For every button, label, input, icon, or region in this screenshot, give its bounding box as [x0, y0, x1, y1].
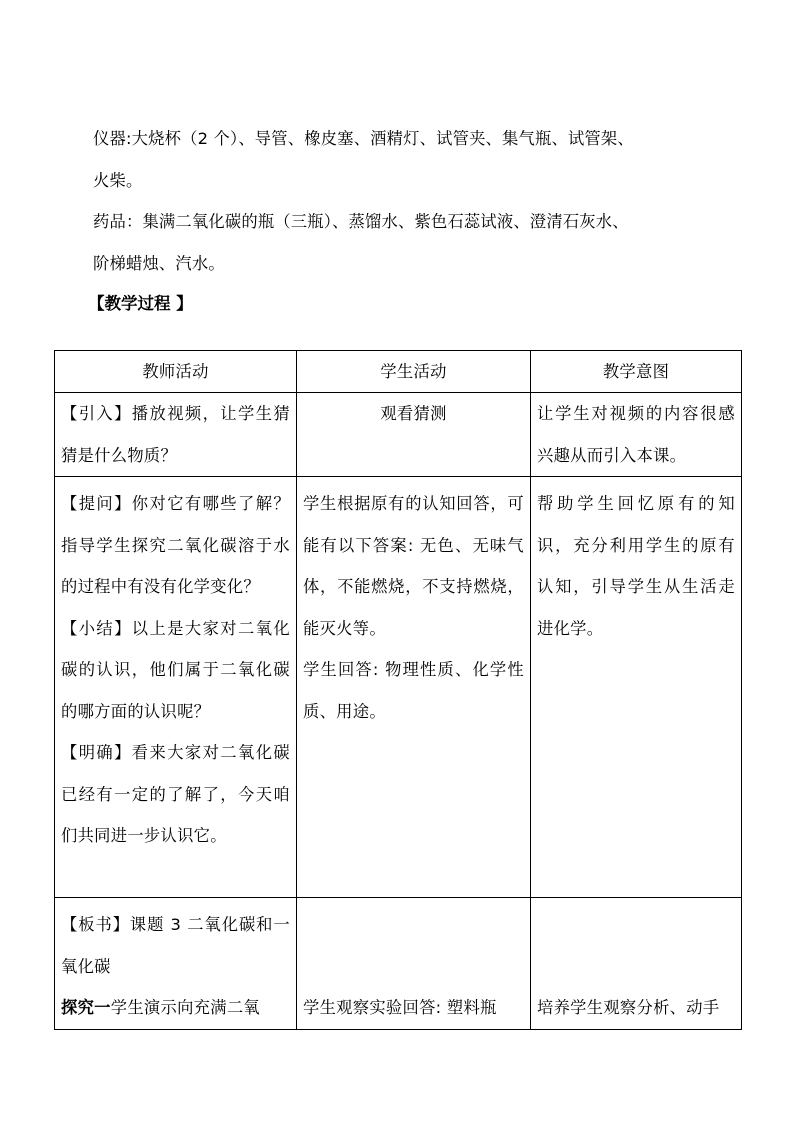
cell-intent-observe [531, 898, 742, 1030]
student-observe-text: 学生观察实验回答: 塑料瓶 [303, 998, 497, 1017]
instruments-line-2: 火柴。 [93, 171, 143, 190]
cell-teacher-board [55, 898, 297, 1030]
cell-student-answers [297, 477, 531, 898]
cell-intent-intro: 让学生对视频的内容很感兴趣从而引入本课。 [531, 393, 742, 477]
table-row [55, 477, 742, 898]
explore-rest: 学生演示向充满二氧 [110, 998, 260, 1017]
table-row [55, 898, 742, 1030]
cell-teacher-intro: 【引入】播放视频，让学生猜猜是什么物质？ [55, 393, 297, 477]
section-heading: 【教学过程 】 [88, 294, 193, 313]
student-answer-2-text: 学生回答: 物理性质、化学性质、用途。 [303, 660, 524, 721]
teacher-question-text: 【提问】你对它有哪些了解？指导学生探究二氧化碳溶于水的过程中有没有化学变化？ [61, 494, 290, 596]
header-teacher-activity: 教师活动 [55, 351, 297, 393]
teacher-board-text: 【板书】课题 3 二氧化碳和一氧化碳 [61, 915, 290, 976]
cell-intent-recall: 帮助学生回忆原有的知识，充分利用学生的原有认知，引导学生从生活走进化学。 [531, 477, 742, 898]
intent-observe-text: 培养学生观察分析、动手 [537, 998, 720, 1017]
cell-teacher-questions [55, 477, 297, 898]
reagents-line-1: 药品：集满二氧化碳的瓶（三瓶）、蒸馏水、紫色石蕊试液、澄清石灰水、 [93, 212, 629, 231]
table-row [55, 393, 742, 477]
instruments-line-1: 仪器:大烧杯（2 个）、导管、橡皮塞、酒精灯、试管夹、集气瓶、试管架、 [93, 129, 634, 148]
teacher-clarify-text: 【明确】看来大家对二氧化碳已经有一定的了解了，今天咱们共同进一步认识它。 [61, 743, 290, 845]
lesson-table [54, 350, 742, 1030]
table-header-row [55, 351, 742, 393]
cell-student-observe [297, 898, 531, 1030]
explore-label: 探究一 [61, 998, 111, 1017]
teacher-explore-text [61, 987, 290, 1029]
cell-student-intro: 观看猜测 [297, 393, 531, 477]
teacher-summary-text: 【小结】以上是大家对二氧化碳的认识，他们属于二氧化碳的哪方面的认识呢？ [61, 618, 290, 721]
reagents-line-2: 阶梯蜡烛、汽水。 [93, 254, 225, 273]
student-answer-text: 学生根据原有的认知回答，可能有以下答案: 无色、无味气体，不能燃烧，不支持燃烧，能灭火等。 [303, 494, 524, 638]
header-teaching-intent: 教学意图 [531, 351, 742, 393]
header-student-activity: 学生活动 [297, 351, 531, 393]
